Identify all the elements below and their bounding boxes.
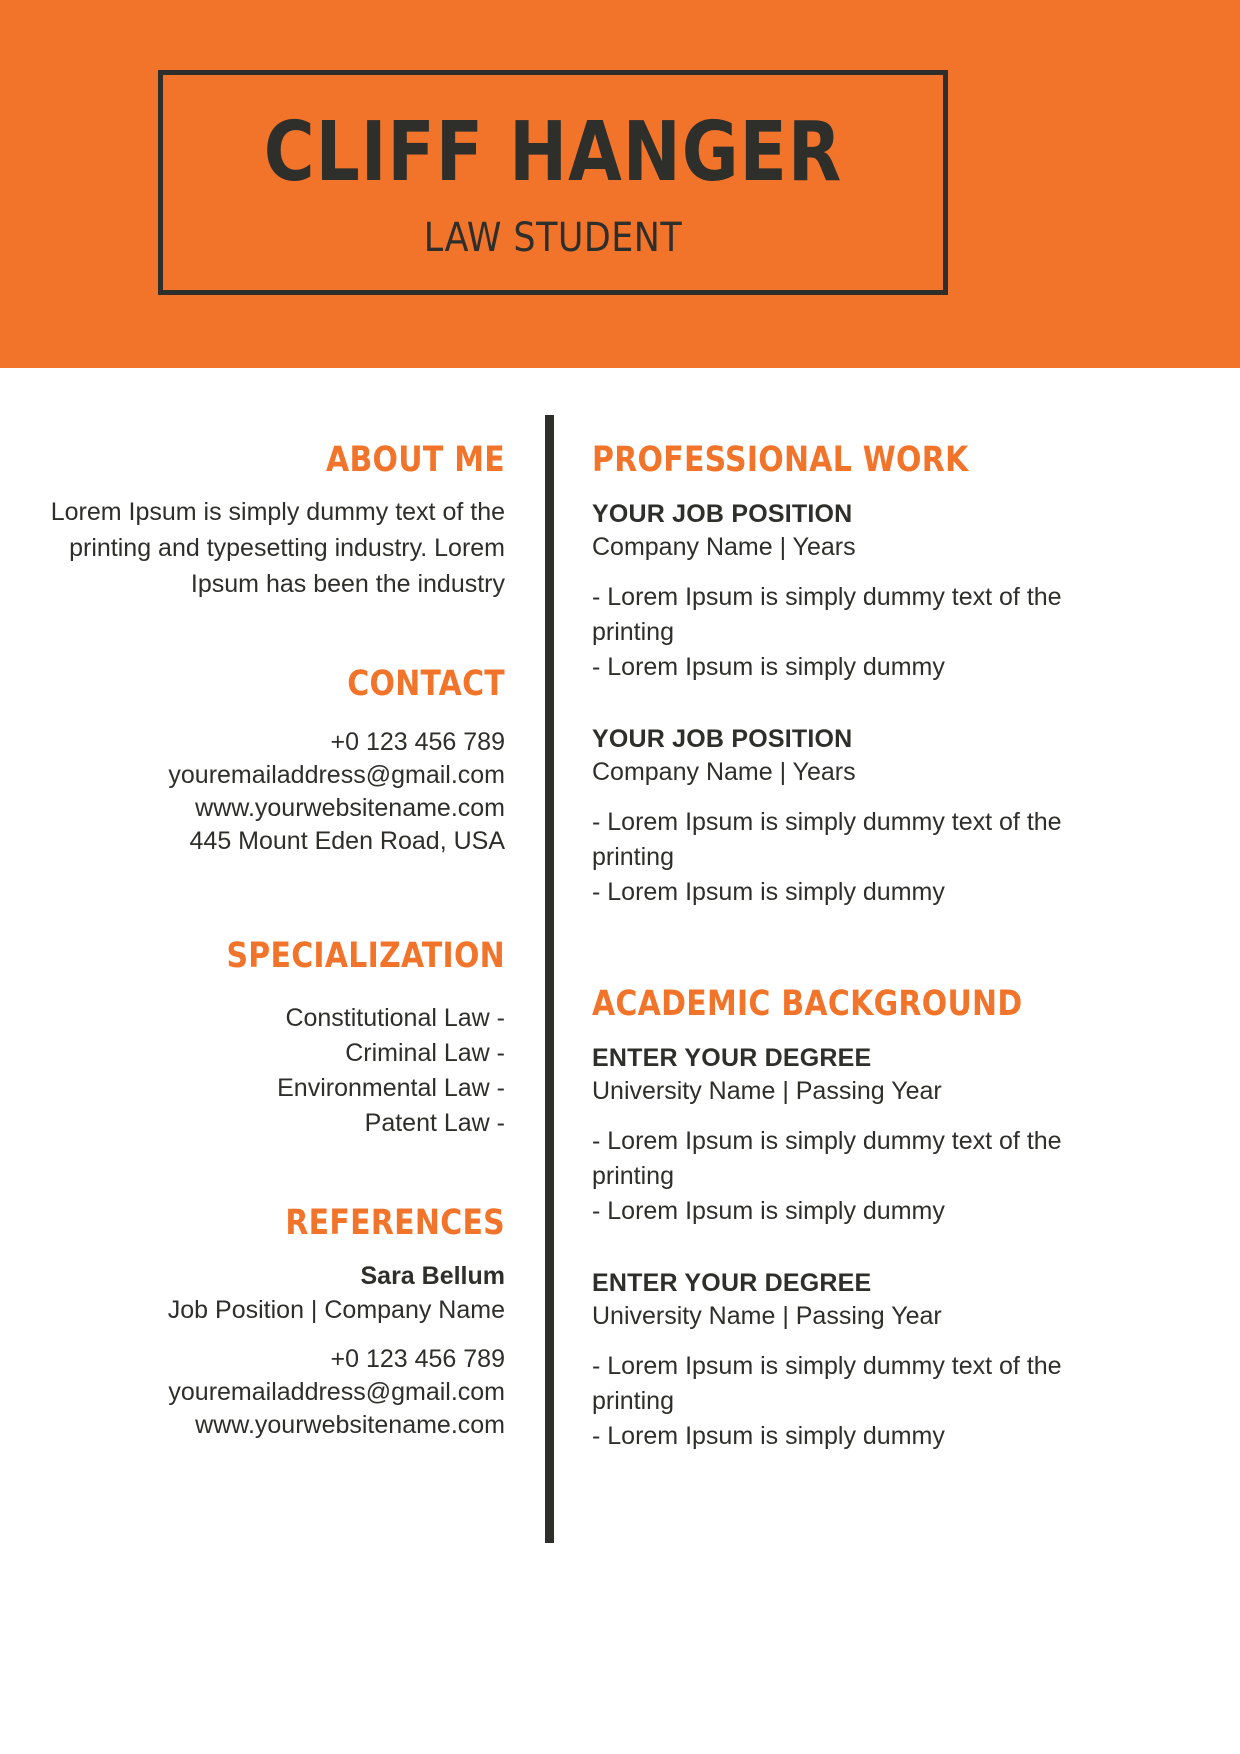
degree-title: ENTER YOUR DEGREE bbox=[592, 1044, 872, 1072]
job-bullets bbox=[592, 580, 1092, 685]
job-company-years: Company Name | Years bbox=[592, 533, 856, 561]
column-divider bbox=[545, 415, 554, 1543]
list-item: Constitutional Law - bbox=[285, 1004, 505, 1032]
bullet-item: - Lorem Ipsum is simply dummy bbox=[592, 878, 945, 906]
reference-website[interactable]: www.yourwebsitename.com bbox=[195, 1411, 505, 1439]
professional-work-heading: PROFESSIONAL WORK bbox=[592, 440, 969, 480]
bullet-item: - Lorem Ipsum is simply dummy text of the printing bbox=[592, 808, 1062, 871]
candidate-name: CLIFF HANGER bbox=[263, 105, 843, 200]
academic-background-heading: ACADEMIC BACKGROUND bbox=[592, 984, 1023, 1024]
header-banner bbox=[0, 0, 1240, 368]
list-item: Criminal Law - bbox=[345, 1039, 505, 1067]
list-item: Environmental Law - bbox=[277, 1074, 505, 1102]
job-company-years: Company Name | Years bbox=[592, 758, 856, 786]
bullet-item: - Lorem Ipsum is simply dummy bbox=[592, 1197, 945, 1225]
degree-university-year: University Name | Passing Year bbox=[592, 1302, 942, 1330]
specialization-heading: SPECIALIZATION bbox=[226, 936, 505, 976]
reference-email[interactable]: youremailaddress@gmail.com bbox=[168, 1378, 505, 1406]
specialization-list bbox=[20, 1001, 505, 1141]
section-references bbox=[20, 1203, 505, 1442]
reference-phone[interactable]: +0 123 456 789 bbox=[330, 1345, 505, 1373]
degree-entry bbox=[592, 1267, 1092, 1454]
left-column bbox=[20, 440, 505, 1442]
job-title: YOUR JOB POSITION bbox=[592, 500, 853, 528]
contact-phone[interactable]: +0 123 456 789 bbox=[330, 728, 505, 756]
contact-heading: CONTACT bbox=[347, 664, 505, 704]
references-heading: REFERENCES bbox=[285, 1203, 505, 1243]
list-item: Patent Law - bbox=[364, 1109, 505, 1137]
section-academic-background bbox=[592, 984, 1092, 1454]
degree-entry bbox=[592, 1042, 1092, 1229]
job-entry bbox=[592, 723, 1092, 910]
job-bullets bbox=[592, 805, 1092, 910]
about-me-text: Lorem Ipsum is simply dummy text of the printing and typesetting industry. Lorem Ipsum has been the industry bbox=[50, 498, 505, 598]
reference-name: Sara Bellum bbox=[360, 1262, 505, 1290]
degree-bullets bbox=[592, 1349, 1092, 1454]
bullet-item: - Lorem Ipsum is simply dummy text of the printing bbox=[592, 1352, 1062, 1415]
contact-address: 445 Mount Eden Road, USA bbox=[189, 827, 505, 855]
contact-email[interactable]: youremailaddress@gmail.com bbox=[168, 761, 505, 789]
contact-list bbox=[20, 726, 505, 858]
bullet-item: - Lorem Ipsum is simply dummy bbox=[592, 653, 945, 681]
section-contact bbox=[20, 664, 505, 858]
section-professional-work bbox=[592, 440, 1092, 910]
job-entry bbox=[592, 498, 1092, 685]
degree-bullets bbox=[592, 1124, 1092, 1229]
bullet-item: - Lorem Ipsum is simply dummy text of the printing bbox=[592, 583, 1062, 646]
candidate-role: LAW STUDENT bbox=[423, 215, 683, 261]
section-about-me bbox=[20, 440, 505, 602]
reference-position: Job Position | Company Name bbox=[167, 1296, 505, 1324]
job-title: YOUR JOB POSITION bbox=[592, 725, 853, 753]
reference-contact-list bbox=[20, 1343, 505, 1442]
name-title-box bbox=[158, 70, 948, 295]
about-me-heading: ABOUT ME bbox=[326, 440, 505, 480]
bullet-item: - Lorem Ipsum is simply dummy text of the printing bbox=[592, 1127, 1062, 1190]
contact-website[interactable]: www.yourwebsitename.com bbox=[195, 794, 505, 822]
section-specialization bbox=[20, 936, 505, 1141]
right-column bbox=[592, 440, 1092, 1454]
bullet-item: - Lorem Ipsum is simply dummy bbox=[592, 1422, 945, 1450]
degree-university-year: University Name | Passing Year bbox=[592, 1077, 942, 1105]
degree-title: ENTER YOUR DEGREE bbox=[592, 1269, 872, 1297]
